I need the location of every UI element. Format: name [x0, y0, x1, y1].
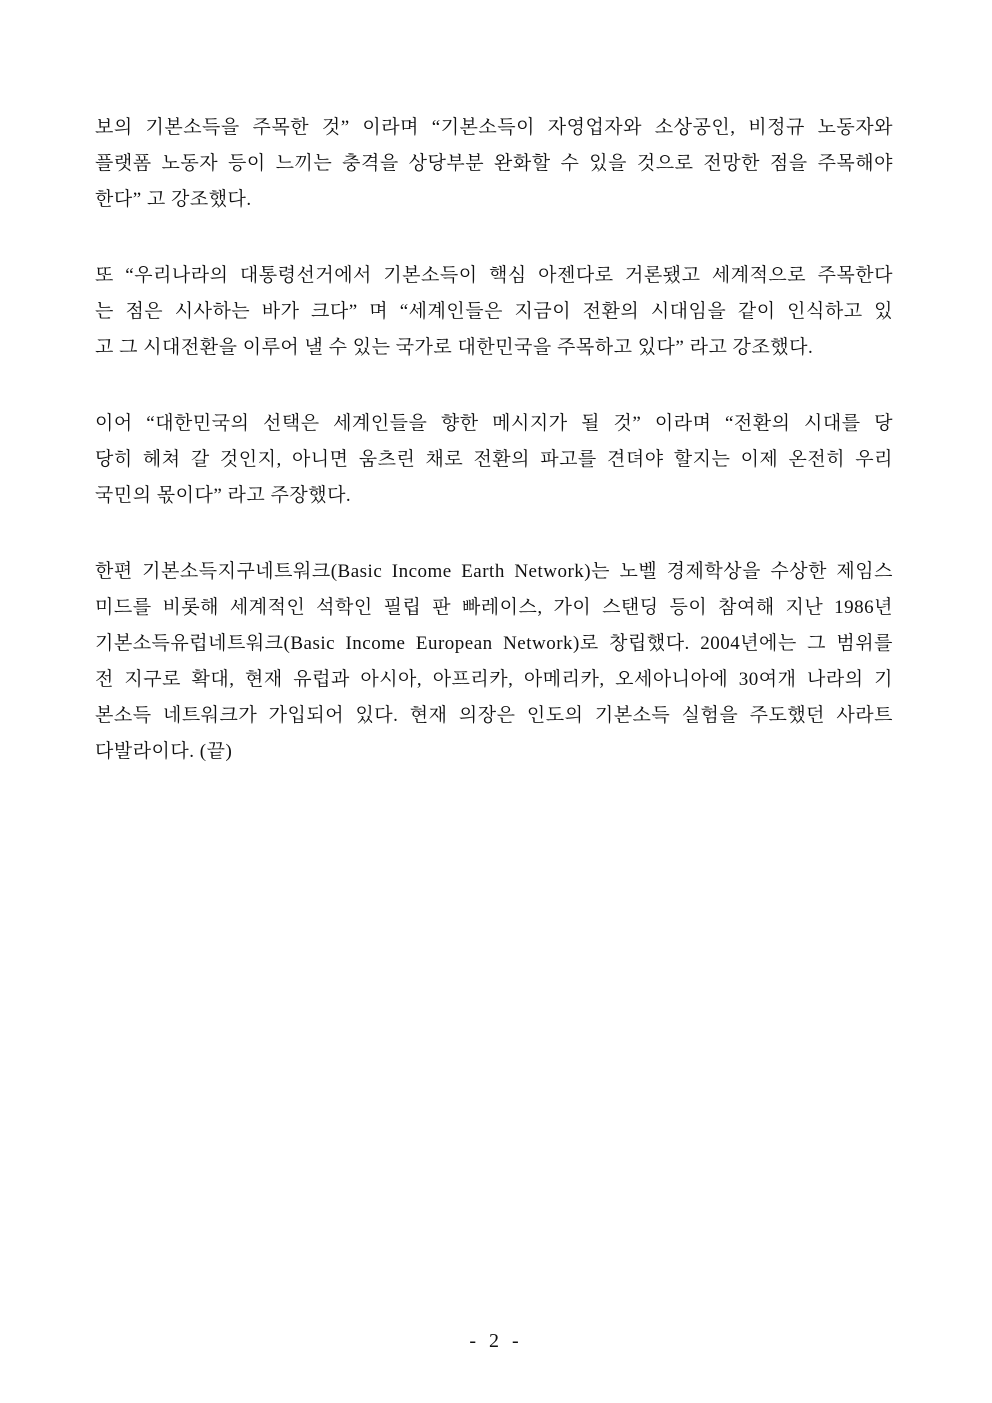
paragraph-3 [95, 406, 893, 514]
paragraph-2 [95, 258, 893, 366]
page-number: - 2 - [469, 1330, 523, 1352]
paragraph-4 [95, 554, 893, 770]
text-line: 는 점은 시사하는 바가 크다” 며 “세계인들은 지금이 전환의 시대임을 같이 인식하고 있 [95, 301, 893, 322]
text-line: 당히 헤쳐 갈 것인지, 아니면 움츠린 채로 전환의 파고를 견뎌야 할지는 이제 온전히 우리 [95, 449, 893, 470]
text-line: 한다” 고 강조했다. [95, 189, 252, 210]
text-line: 이어 “대한민국의 선택은 세계인들을 향한 메시지가 될 것” 이라며 “전환의 시대를 당 [95, 413, 893, 434]
text-line: 다발라이다. (끝) [95, 741, 233, 762]
text-line: 전 지구로 확대, 현재 유럽과 아시아, 아프리카, 아메리카, 오세아니아에 30여개 나라의 기 [95, 669, 893, 690]
text-line: 또 “우리나라의 대통령선거에서 기본소득이 핵심 아젠다로 거론됐고 세계적으로 주목한다 [95, 265, 893, 286]
page-footer [0, 1327, 992, 1355]
paragraph-1 [95, 110, 893, 218]
text-line: 한편 기본소득지구네트워크(Basic Income Earth Network)는 노벨 경제학상을 수상한 제임스 [95, 561, 893, 582]
text-line: 고 그 시대전환을 이루어 낼 수 있는 국가로 대한민국을 주목하고 있다” 라고 강조했다. [95, 337, 814, 358]
document-body [95, 110, 893, 770]
text-line: 플랫폼 노동자 등이 느끼는 충격을 상당부분 완화할 수 있을 것으로 전망한 점을 주목해야 [95, 153, 893, 174]
text-line: 국민의 몫이다” 라고 주장했다. [95, 485, 352, 506]
text-line: 본소득 네트워크가 가입되어 있다. 현재 의장은 인도의 기본소득 실험을 주도했던 사라트 [95, 705, 893, 726]
text-line: 보의 기본소득을 주목한 것” 이라며 “기본소득이 자영업자와 소상공인, 비정규 노동자와 [95, 117, 893, 138]
text-line: 미드를 비롯해 세계적인 석학인 필립 판 빠레이스, 가이 스탠딩 등이 참여해 지난 1986년 [95, 597, 893, 618]
text-line: 기본소득유럽네트워크(Basic Income European Network)로 창립했다. 2004년에는 그 범위를 [95, 633, 893, 654]
